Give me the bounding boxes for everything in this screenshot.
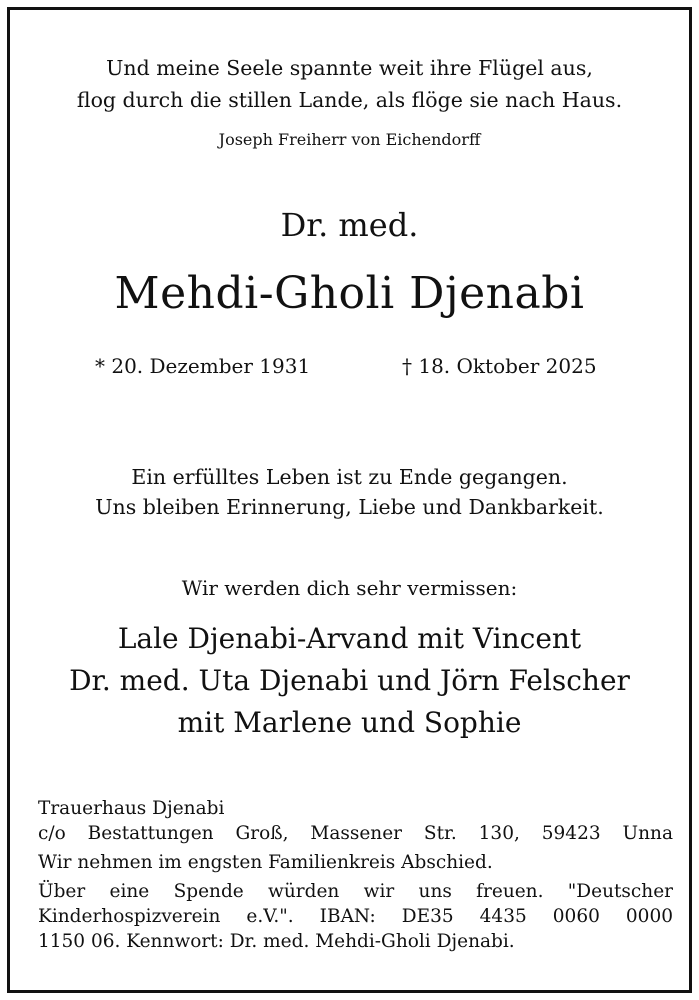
death-date-group [402,354,597,378]
deceased-name: Mehdi-Gholi Djenabi [114,268,585,319]
epitaph-line-1: Ein erfülltes Leben ist zu Ende gegangen. [131,465,568,489]
obituary-frame [7,7,692,993]
donation-line-3: 1150 06. Kennwort: Dr. med. Mehdi-Gholi Djenabi. [38,931,515,952]
academic-title: Dr. med. [280,206,419,244]
mourner-line-1: Lale Djenabi-Arvand mit Vincent [117,622,582,655]
donation-line-1: Über eine Spende würden wir uns freuen. "Deutscher [38,881,673,902]
funeral-address: c/o Bestattungen Groß, Massener Str. 130, 59423 Unna [38,823,673,844]
quote-line-1: Und meine Seele spannte weit ihre Flügel aus, [106,56,593,80]
death-date: 18. Oktober 2025 [418,354,597,378]
birth-date: 20. Dezember 1931 [111,354,311,378]
footer-info [38,796,673,954]
mourning-house: Trauerhaus Djenabi [38,798,225,819]
donation-line-2: Kinderhospizverein e.V.". IBAN: DE35 4435 0060 0000 [38,906,673,927]
epitaph [10,462,689,522]
birth-date-group [95,354,310,378]
birth-symbol: * [95,354,105,378]
epitaph-line-2: Uns bleiben Erinnerung, Liebe und Dankbarkeit. [95,495,604,519]
quote-line-2: flog durch die stillen Lande, als flöge sie nach Haus. [76,88,623,112]
mourners-list [10,618,689,744]
mourner-line-3: mit Marlene und Sophie [177,706,522,739]
quote-block [10,52,689,116]
mourners-intro: Wir werden dich sehr vermissen: [181,576,518,600]
dagger-icon: † [402,354,412,378]
farewell-note: Wir nehmen im engsten Familienkreis Abschied. [38,852,493,873]
quote-author: Joseph Freiherr von Eichendorff [218,130,481,149]
mourner-line-2: Dr. med. Uta Djenabi und Jörn Felscher [69,664,630,697]
